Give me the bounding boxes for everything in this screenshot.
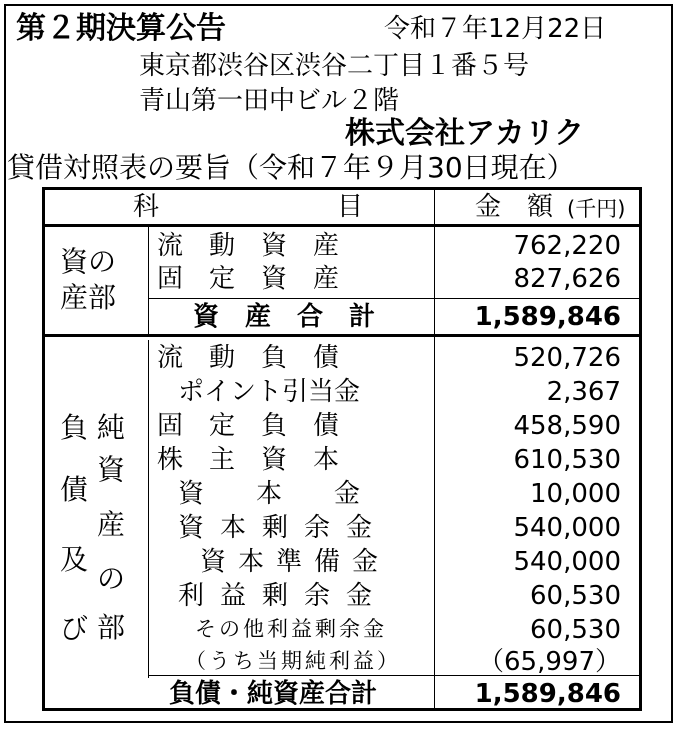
liab-group-col2-char: 部 [97,611,126,644]
liab-row-label: 流 動 負 債 [157,343,340,373]
assets-group-label-line2: 産部 [60,281,117,314]
liab-row-label: 固 定 負 債 [157,411,340,441]
liab-equity-total-label: 負債・純資産合計 [169,679,378,709]
liab-row-value: 60,530 [530,581,621,611]
liab-row-label: 利益剰余金 [178,581,389,611]
asset-row-label: 流 動 資 産 [157,231,340,261]
liab-row-label: 資 本 金 [178,479,361,509]
liab-equity-total-value: 1,589,846 [474,679,621,709]
asset-row-value: 827,626 [513,264,621,294]
asset-row-value: 762,220 [513,231,621,261]
header-row-divider [45,224,639,227]
assets-group-divider [148,227,149,334]
notice-title: 第２期決算公告 [16,11,226,46]
liab-group-col2-char: 産 [97,508,126,541]
notice-date: 令和７年12月22日 [384,14,607,44]
assets-group-label-line1: 資の [60,245,117,278]
section-divider [45,334,639,337]
header-unit: (千円) [567,197,626,221]
liab-row-label: 株 主 資 本 [157,445,340,475]
liab-row-value: 2,367 [546,377,621,407]
liab-row-label: ポイント引当金 [178,377,361,407]
assets-total-divider [148,298,639,299]
liab-row-value: 10,000 [530,479,621,509]
liab-group-col1-char: 債 [60,473,89,506]
header-kamoku-right: 目 [337,192,364,222]
liabilities-group-divider [148,340,149,678]
amount-column-divider [434,190,435,708]
company-name: 株式会社アカリク [345,116,585,151]
liab-row-value: 610,530 [513,445,621,475]
liab-row-value: 540,000 [513,513,621,543]
liab-group-col2-char: 純 [97,411,126,444]
liab-row-label: その他利益剰余金 [195,617,387,641]
liab-group-col1-char: 及 [60,543,89,576]
liab-row-value: 458,590 [513,411,621,441]
liab-row-value: 540,000 [513,547,621,577]
liab-row-value: （65,997） [478,647,621,677]
assets-total-value: 1,589,846 [474,302,621,332]
liab-group-col2-char: 資 [97,453,126,486]
liab-row-value: 60,530 [530,615,621,645]
balance-sheet-table [42,187,642,711]
assets-total-label: 資 産 合 計 [193,302,376,332]
liab-row-label: 資本準備金 [200,547,391,577]
liab-group-col1-char: 負 [60,411,89,444]
asset-row-label: 固 定 資 産 [157,264,340,294]
liab-row-value: 520,726 [513,343,621,373]
liab-row-label: 資本剰余金 [178,513,389,543]
header-amount: 金 額 [475,192,554,222]
liab-row-label: （うち当期純利益） [185,649,401,673]
balance-sheet-subtitle: 貸借対照表の要旨（令和７年９月30日現在） [7,151,575,184]
header-kamoku-left: 科 [133,192,160,222]
liab-group-col1-char: び [60,612,89,645]
company-address-line1: 東京都渋谷区渋谷二丁目１番５号 [139,51,530,81]
liab-group-col2-char: の [97,562,126,595]
company-address-line2: 青山第一田中ビル２階 [139,86,400,116]
